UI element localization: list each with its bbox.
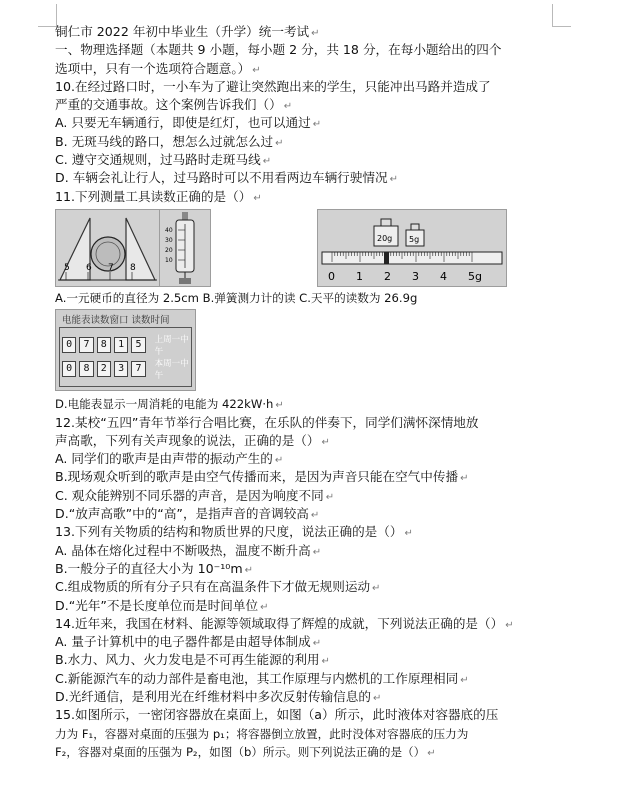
meter-digit: 3: [114, 361, 128, 377]
q13-option-c: C.组成物质的所有分子只有在高温条件下才做无规则运动 ↵: [55, 579, 381, 595]
svg-text:0: 0: [328, 269, 335, 283]
svg-text:40: 40: [165, 226, 173, 234]
meter-digit: 8: [97, 337, 111, 353]
q13-option-b: B.一般分子的直径大小为 10⁻¹⁰m ↵: [55, 560, 254, 576]
q11-stem: 11.下列测量工具读数正确的是（） ↵: [55, 188, 262, 204]
q10-stem-line-1: 10.在经过路口时，一小车为了避让突然跑出来的学生，只能冲出马路并造成了: [55, 78, 491, 94]
q15-stem-line-2: 力为 F₁，容器对桌面的压强为 p₁；将容器倒立放置，此时没体对容器底的压力为: [55, 726, 469, 741]
q15-stem-line-3: F₂，容器对桌面的压强为 P₂，如图（b）所示。则下列说法正确的是（） ↵: [55, 744, 436, 759]
q12-option-c: C. 观众能辨别不同乐器的声音，是因为响度不同 ↵: [55, 487, 335, 503]
svg-text:2: 2: [384, 269, 391, 283]
coin-ruler-figure: [55, 209, 160, 287]
q10-option-b: B. 无斑马线的路口，想怎么过就怎么过 ↵: [55, 133, 284, 149]
q12-option-d: D.“放声高歌”中的“高”，是指声音的音调较高 ↵: [55, 506, 320, 522]
section-heading-line-2: 选项中，只有一个选项符合题意。） ↵: [55, 60, 261, 76]
svg-text:30: 30: [165, 236, 173, 244]
meter-digit: 0: [62, 361, 76, 377]
spring-scale-figure: [159, 209, 211, 287]
q14-option-d: D.光纤通信，是利用光在纤维材料中多次反射传输信息的 ↵: [55, 689, 382, 705]
q11-figure-row: [55, 209, 615, 287]
meter-digit: 5: [131, 337, 145, 353]
document-body: [55, 23, 615, 761]
meter-title: 电能表读数窗口 读数时间: [62, 315, 170, 327]
svg-text:3: 3: [412, 269, 419, 283]
meter-label-this-week: 本周一中午: [154, 359, 189, 382]
q12-stem-line-2: 声高歌，下列有关声现象的说法，正确的是（） ↵: [55, 432, 330, 448]
q11-option-d: D.电能表显示一周消耗的电能为 422kW·h ↵: [55, 397, 284, 412]
meter-digit: 7: [131, 361, 145, 377]
q14-stem: 14.近年来，我国在材料、能源等领域取得了辉煌的成就，下列说法正确的是（） ↵: [55, 615, 514, 631]
meter-row-this-week: [62, 359, 195, 382]
svg-text:10: 10: [165, 256, 173, 264]
svg-text:20g: 20g: [377, 233, 393, 243]
svg-text:20: 20: [165, 246, 173, 254]
meter-row-last-week: [62, 335, 195, 358]
meter-label-last-week: 上周一中午: [154, 335, 189, 358]
meter-digit: 0: [62, 337, 76, 353]
q10-stem-line-2: 严重的交通事故。这个案例告诉我们（） ↵: [55, 97, 293, 113]
q14-option-b: B.水力、风力、火力发电是不可再生能源的利用 ↵: [55, 652, 330, 668]
svg-text:5g: 5g: [409, 234, 420, 244]
q12-option-b: B.现场观众听到的歌声是由空气传播而来，是因为声音只能在空气中传播 ↵: [55, 469, 469, 485]
svg-text:8: 8: [130, 262, 136, 273]
q12-stem-line-1: 12.某校“五四”青年节举行合唱比赛，在乐队的伴奏下，同学们满怀深情地放: [55, 414, 479, 430]
q10-option-c: C. 遵守交通规则，过马路时走斑马线 ↵: [55, 152, 272, 168]
balance-scale-figure: [317, 209, 507, 287]
q13-stem: 13.下列有关物质的结构和物质世界的尺度，说法正确的是（） ↵: [55, 524, 413, 540]
q13-option-a: A. 晶体在熔化过程中不断吸热，温度不断升高 ↵: [55, 542, 322, 558]
electricity-meter-figure: [55, 309, 196, 391]
q15-stem-line-1: 15.如图所示，一密闭容器放在桌面上，如图（a）所示，此时液体对容器底的压: [55, 707, 499, 723]
q14-option-c: C.新能源汽车的动力部件是畜电池，其工作原理与内燃机的工作原理相同 ↵: [55, 670, 469, 686]
svg-text:4: 4: [440, 269, 447, 283]
q10-option-d: D. 车辆会礼让行人，过马路时可以不用看两边车辆行驶情况 ↵: [55, 170, 398, 186]
svg-text:5g: 5g: [468, 269, 482, 283]
q11-options-abc: A.一元硬币的直径为 2.5cm B.弹簧测力计的读 C.天平的读数为 26.9g: [55, 290, 418, 305]
q12-option-a: A. 同学们的歌声是由声带的振动产生的 ↵: [55, 451, 284, 467]
section-heading-line-1: 一、物理选择题（本题共 9 小题，每小题 2 分，共 18 分，在每小题给出的四个: [55, 42, 502, 58]
meter-digit: 8: [79, 361, 93, 377]
svg-text:7: 7: [108, 262, 114, 273]
svg-text:6: 6: [86, 262, 92, 273]
q10-option-a: A. 只要无车辆通行，即使是红灯，也可以通过 ↵: [55, 115, 322, 131]
meter-digit: 2: [97, 361, 111, 377]
meter-digit: 1: [114, 337, 128, 353]
q13-option-d: D.“光年”不是长度单位而是时间单位 ↵: [55, 597, 269, 613]
meter-digit: 7: [79, 337, 93, 353]
svg-text:1: 1: [356, 269, 363, 283]
svg-text:5: 5: [64, 262, 70, 273]
exam-title: 铜仁市 2022 年初中毕业生（升学）统一考试 ↵: [55, 24, 320, 39]
q14-option-a: A. 量子计算机中的电子器件都是由超导体制成 ↵: [55, 634, 322, 650]
